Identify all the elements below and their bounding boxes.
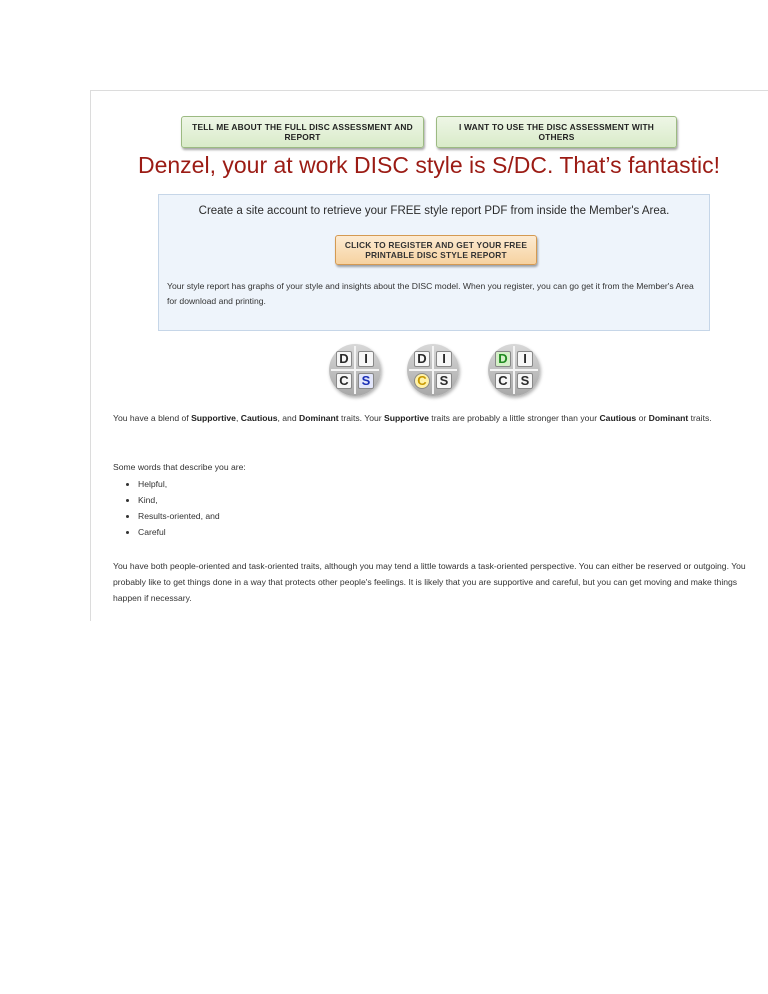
disc-letter-s: S	[517, 373, 533, 389]
words-intro: Some words that describe you are:	[113, 462, 246, 472]
disc-letter-c: C	[336, 373, 352, 389]
blend-paragraph: You have a blend of Supportive, Cautious, and Dominant traits. Your Supportive traits are probably a little stronger than your Cautious or Dominant traits.	[113, 413, 712, 423]
disc-d-icon	[488, 344, 540, 396]
disc-letter-i: I	[436, 351, 452, 367]
list-item: • Results-oriented, and	[138, 508, 220, 524]
list-item: • Kind,	[138, 492, 220, 508]
register-promo-box	[158, 194, 710, 331]
promo-description: Your style report has graphs of your style and insights about the DISC model. When you register, you can go get it from the Member's Area for download and printing.	[167, 281, 694, 306]
list-item: • Helpful,	[138, 476, 220, 492]
disc-letter-i: I	[517, 351, 533, 367]
page-title: Denzel, your at work DISC style is S/DC. That’s fantastic!	[137, 152, 721, 178]
disc-letter-d: D	[336, 351, 352, 367]
disc-letter-c: C	[414, 373, 430, 389]
disc-letter-d: D	[414, 351, 430, 367]
summary-paragraph: You have both people-oriented and task-oriented traits, although you may tend a little towards a task-oriented perspective. You can either be reserved or outgoing. You probably like to get things done in a way that protects other people's feelings. It is likely that you are supportive and careful, but you can get moving and make things happen if necessary.	[113, 561, 746, 603]
disc-s-icon	[329, 344, 381, 396]
disc-letter-s: S	[358, 373, 374, 389]
disc-icons	[0, 344, 768, 400]
disc-letter-d: D	[495, 351, 511, 367]
trait-word-list	[124, 476, 220, 540]
list-item: • Careful	[138, 524, 220, 540]
use-with-others-button[interactable]: I WANT TO USE THE DISC ASSESSMENT WITH OTHERS	[436, 116, 677, 148]
disc-letter-s: S	[436, 373, 452, 389]
disc-letter-i: I	[358, 351, 374, 367]
promo-title: Create a site account to retrieve your FREE style report PDF from inside the Member's Area.	[198, 205, 670, 217]
disc-c-icon	[407, 344, 459, 396]
register-button[interactable]: CLICK TO REGISTER AND GET YOUR FREE PRINTABLE DISC STYLE REPORT	[335, 235, 537, 265]
disc-letter-c: C	[495, 373, 511, 389]
full-assessment-button[interactable]: TELL ME ABOUT THE FULL DISC ASSESSMENT AND REPORT	[181, 116, 424, 148]
